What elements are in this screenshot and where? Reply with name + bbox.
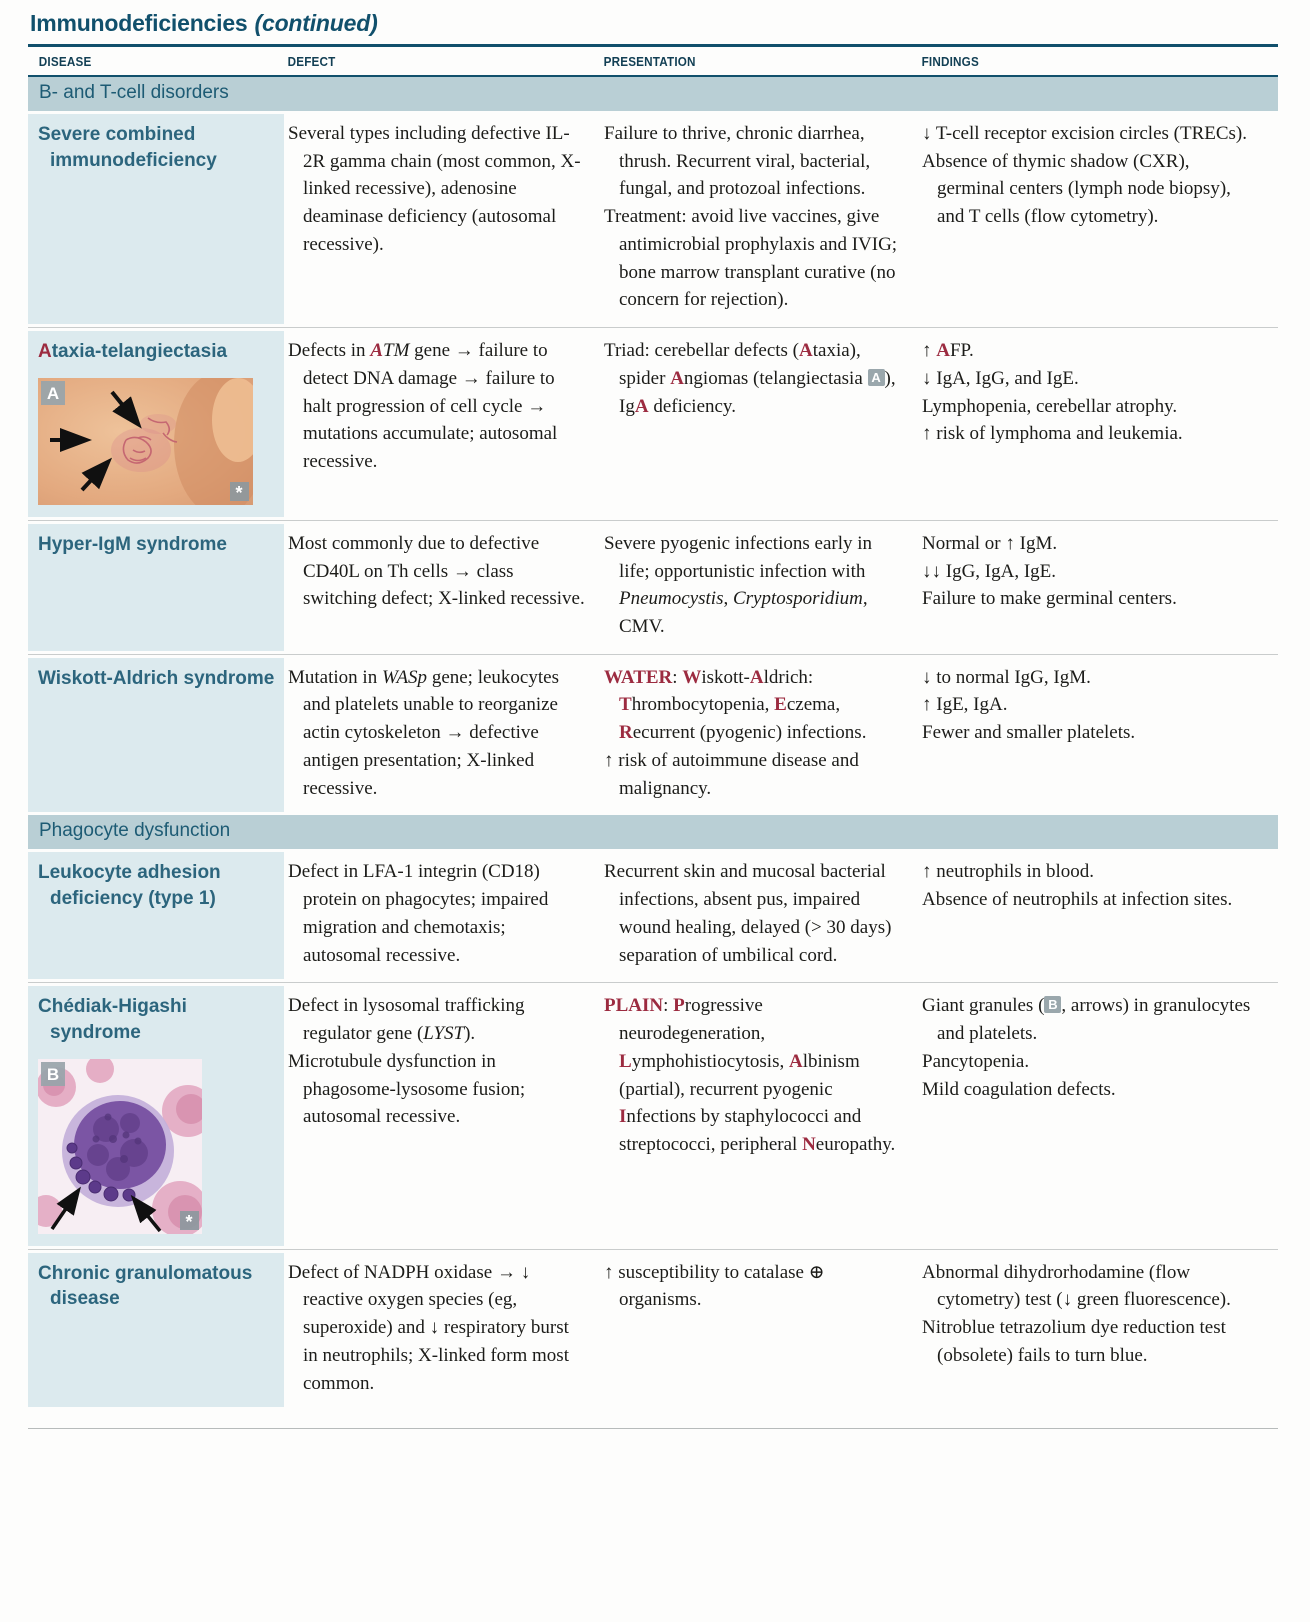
- table-row: [28, 520, 1278, 654]
- page-title: [30, 10, 1278, 37]
- text-segment: Absence of thymic shadow (CXR), germinal centers (lymph node biopsy), and T cells (flow cytometry).: [922, 150, 1231, 228]
- svg-text:B: B: [46, 1064, 60, 1084]
- text-segment: Chronic granulomatous disease: [38, 1262, 253, 1310]
- svg-text:*: *: [185, 1211, 193, 1232]
- cell-paragraph: [604, 664, 904, 747]
- text-segment: czema,: [786, 694, 841, 716]
- text-segment: Leukocyte adhesion deficiency (type 1): [38, 862, 221, 910]
- text-segment: WATER: [604, 666, 673, 688]
- text-segment: N: [802, 1134, 816, 1155]
- disease-cell: [28, 111, 284, 327]
- text-segment: lbinism (partial), recurrent pyogenic: [619, 1050, 860, 1100]
- text-segment: Fewer and smaller platelets.: [922, 722, 1136, 744]
- cell-paragraph: [922, 420, 1258, 448]
- disease-name: [38, 666, 276, 692]
- text-segment: ecurrent (pyogenic) infections.: [632, 722, 867, 744]
- text-segment: P: [673, 995, 685, 1017]
- text-segment: Treatment: avoid live vaccines, give antimicrobial prophylaxis and IVIG; bone marrow transplant curative (no concern for rejection).: [604, 206, 898, 311]
- text-segment: ↑ risk of lymphoma and leukemia.: [922, 423, 1183, 445]
- cell-paragraph: [604, 992, 904, 1158]
- cell-paragraph: [604, 203, 904, 314]
- cell-paragraph: [288, 337, 586, 476]
- defect-cell: [284, 111, 600, 327]
- disease-cell: [28, 849, 284, 982]
- text-segment: ymphohistiocytosis,: [631, 1050, 789, 1072]
- table-row: [28, 1249, 1278, 1411]
- cell-paragraph: [288, 664, 586, 803]
- text-segment: R: [619, 722, 633, 744]
- cell-paragraph: [922, 691, 1258, 719]
- text-segment: Defect in LFA-1 integrin (CD18) protein on phagocytes; impaired migration and chemotaxis; autosomal recessive.: [288, 861, 549, 966]
- table-row: [28, 849, 1278, 982]
- cell-paragraph: [922, 585, 1258, 613]
- text-segment: A: [788, 1050, 803, 1072]
- text-segment: ↑ risk of autoimmune disease and malignancy.: [604, 749, 859, 799]
- text-segment: Absence of neutrophils at infection sites.: [922, 889, 1233, 911]
- disease-cell: [28, 1250, 284, 1411]
- findings-cell: [918, 521, 1272, 654]
- text-segment: Cryptosporidium: [732, 588, 863, 610]
- findings-cell: [918, 328, 1272, 520]
- text-segment: A: [634, 395, 649, 417]
- bottom-rule: [28, 1428, 1278, 1429]
- cell-paragraph: [922, 992, 1258, 1047]
- cell-paragraph: [922, 558, 1258, 586]
- text-segment: hrombocytopenia,: [631, 694, 775, 716]
- defect-cell: [284, 328, 600, 520]
- figure-a: [38, 378, 276, 505]
- text-segment: Normal or ↑ IgM.: [922, 532, 1058, 554]
- text-segment: ,: [723, 588, 733, 610]
- text-segment: ngiomas (telangiectasia: [683, 367, 868, 389]
- text-segment: , arrows) in granulocytes and platelets.: [937, 995, 1251, 1045]
- text-segment: Defect of NADPH oxidase → ↓ reactive oxygen species (eg, superoxide) and ↓ respiratory burst in neutrophils; X-linked form most common.: [288, 1261, 569, 1394]
- presentation-cell: [600, 849, 918, 982]
- cell-paragraph: [922, 1314, 1258, 1369]
- disease-name: [38, 994, 276, 1045]
- findings-cell: [918, 1250, 1272, 1411]
- text-segment: ), Ig: [619, 367, 896, 417]
- text-segment: Defects in: [288, 340, 371, 362]
- text-segment: LYST: [423, 1023, 465, 1045]
- cell-paragraph: [604, 337, 904, 420]
- text-segment: Failure to thrive, chronic diarrhea, thrush. Recurrent viral, bacterial, fungal, and protozoal infections.: [604, 123, 871, 200]
- col-header-presentation: PRESENTATION: [603, 54, 696, 69]
- cell-paragraph: [604, 747, 904, 802]
- col-header-findings: FINDINGS: [921, 54, 979, 69]
- cell-paragraph: [922, 719, 1258, 747]
- cell-paragraph: [922, 1259, 1258, 1314]
- text-segment: Microtubule dysfunction in phagosome-lysosome fusion; autosomal recessive.: [288, 1050, 526, 1128]
- text-segment: gene → failure to detect DNA damage → failure to halt progression of cell cycle → mutations accumulate; autosomal recessive.: [303, 340, 558, 473]
- column-header-row: [28, 47, 1278, 77]
- findings-cell: [918, 655, 1272, 816]
- text-segment: Hyper-IgM syndrome: [38, 533, 227, 555]
- presentation-cell: [600, 521, 918, 654]
- cell-paragraph: [288, 992, 586, 1047]
- text-segment: ↓↓ IgG, IgA, IgE.: [922, 560, 1057, 582]
- disease-name: [38, 1261, 276, 1312]
- ataxia-telangiectasia-skin-photo: [38, 378, 253, 505]
- text-segment: FP.: [949, 340, 974, 362]
- text-segment: ↑ susceptibility to catalase ⊕ organisms.: [604, 1261, 825, 1311]
- defect-cell: [284, 655, 600, 816]
- text-segment: A: [936, 340, 950, 362]
- text-segment: Most commonly due to defective CD40L on Th cells → class switching defect; X-linked recessive.: [288, 532, 585, 610]
- text-segment: ↑: [922, 340, 937, 362]
- findings-cell: [918, 849, 1272, 982]
- text-segment: :: [672, 666, 683, 688]
- text-segment: ↑ neutrophils in blood.: [922, 861, 1095, 883]
- disease-cell: [28, 655, 284, 816]
- text-segment: Recurrent skin and mucosal bacterial infections, absent pus, impaired wound healing, delayed (> 30 days) separation of umbilical cord.: [604, 861, 892, 966]
- table-row: [28, 111, 1278, 327]
- defect-cell: [284, 983, 600, 1248]
- cell-paragraph: [288, 858, 586, 969]
- text-segment: gene; leukocytes and platelets unable to reorganize actin cytoskeleton → defective antigen presentation; X-linked recessive.: [303, 666, 559, 799]
- cell-paragraph: [922, 530, 1258, 558]
- disease-cell: [28, 328, 284, 520]
- text-segment: Failure to make germinal centers.: [922, 588, 1177, 610]
- text-segment: Mutation in: [288, 666, 382, 688]
- text-segment: , CMV.: [619, 588, 868, 637]
- text-segment: :: [663, 995, 674, 1017]
- text-segment: taxia), spider: [619, 340, 861, 389]
- text-segment: Nitroblue tetrazolium dye reduction test (obsolete) fails to turn blue.: [922, 1317, 1226, 1366]
- text-segment: Defect in lysosomal trafficking regulator gene (: [288, 995, 525, 1045]
- cell-paragraph: [288, 120, 586, 259]
- table-row: [28, 327, 1278, 520]
- text-segment: Wiskott-Aldrich syndrome: [38, 667, 275, 689]
- col-header-disease: DISEASE: [38, 54, 92, 69]
- text-segment: ↑ IgE, IgA.: [922, 694, 1008, 716]
- cell-paragraph: [922, 664, 1258, 692]
- figure-ref-box: B: [1044, 996, 1061, 1013]
- text-segment: A: [370, 340, 383, 362]
- svg-text:A: A: [46, 383, 60, 403]
- page-title-continued: (continued): [254, 10, 378, 36]
- table-row: [28, 982, 1278, 1248]
- text-segment: T: [619, 694, 632, 716]
- defect-cell: [284, 849, 600, 982]
- defect-cell: [284, 1250, 600, 1411]
- page-title-text: Immunodeficiencies: [30, 10, 248, 36]
- chediak-higashi-blood-smear-photo: [38, 1059, 202, 1234]
- disease-name: [38, 122, 276, 173]
- text-segment: W: [682, 666, 702, 688]
- disease-name: [38, 532, 276, 558]
- findings-cell: [918, 111, 1272, 327]
- text-segment: Triad: cerebellar defects (: [604, 340, 800, 362]
- text-segment: Several types including defective IL-2R gamma chain (most common, X-linked recessive), adenosine deaminase deficiency (autosomal recessive).: [288, 123, 581, 255]
- text-segment: rogressive neurodegeneration,: [619, 995, 766, 1045]
- defect-cell: [284, 521, 600, 654]
- text-segment: nfections by staphylococci and streptococci, peripheral: [619, 1106, 862, 1155]
- text-segment: ↓ T-cell receptor excision circles (TRECs).: [922, 123, 1248, 144]
- cell-paragraph: [922, 1076, 1258, 1104]
- findings-cell: [918, 983, 1272, 1248]
- text-segment: Severe pyogenic infections early in life; opportunistic infection with: [604, 532, 873, 582]
- text-segment: WASp: [381, 666, 428, 688]
- text-segment: L: [619, 1050, 632, 1072]
- presentation-cell: [600, 983, 918, 1248]
- text-segment: ).: [464, 1023, 476, 1045]
- figure-b: [38, 1059, 276, 1234]
- cell-paragraph: [922, 858, 1258, 886]
- presentation-cell: [600, 111, 918, 327]
- text-segment: ↓ to normal IgG, IgM.: [922, 666, 1091, 688]
- text-segment: A: [38, 341, 52, 363]
- text-segment: europathy.: [815, 1134, 896, 1155]
- cell-paragraph: [288, 1259, 586, 1398]
- text-segment: E: [774, 694, 787, 716]
- disease-name: [38, 339, 276, 365]
- section-header: Phagocyte dysfunction: [28, 815, 1278, 849]
- text-segment: A: [670, 367, 684, 389]
- text-segment: Chédiak-Higashi syndrome: [38, 996, 187, 1043]
- disease-cell: [28, 521, 284, 654]
- cell-paragraph: [604, 120, 904, 203]
- text-segment: PLAIN: [604, 995, 664, 1017]
- cell-paragraph: [288, 530, 586, 613]
- section-header: B- and T-cell disorders: [28, 77, 1278, 111]
- disease-cell: [28, 983, 284, 1248]
- text-segment: Giant granules (: [922, 995, 1045, 1017]
- table-row: [28, 654, 1278, 816]
- text-segment: Mild coagulation defects.: [922, 1078, 1116, 1100]
- disease-name: [38, 860, 276, 911]
- text-segment: TM: [383, 340, 410, 362]
- cell-paragraph: [604, 530, 904, 641]
- figure-ref-box: A: [868, 369, 885, 386]
- text-segment: Lymphopenia, cerebellar atrophy.: [922, 395, 1178, 417]
- text-segment: Pneumocystis: [619, 588, 724, 610]
- text-segment: Severe combined immunodeficiency: [38, 124, 217, 171]
- presentation-cell: [600, 655, 918, 816]
- cell-paragraph: [288, 1048, 586, 1131]
- cell-paragraph: [922, 148, 1258, 231]
- text-segment: Pancytopenia.: [922, 1050, 1030, 1072]
- cell-paragraph: [922, 1048, 1258, 1076]
- text-segment: iskott-: [701, 666, 750, 688]
- cell-paragraph: [604, 858, 904, 969]
- text-segment: Abnormal dihydrorhodamine (flow cytometry) test (↓ green fluorescence).: [922, 1261, 1231, 1311]
- cell-paragraph: [922, 886, 1258, 914]
- cell-paragraph: [922, 365, 1258, 393]
- text-segment: ↓ IgA, IgG, and IgE.: [922, 367, 1079, 389]
- presentation-cell: [600, 328, 918, 520]
- text-segment: ldrich:: [763, 666, 814, 688]
- text-segment: A: [799, 340, 813, 362]
- presentation-cell: [600, 1250, 918, 1411]
- text-segment: taxia-telangiectasia: [51, 341, 228, 363]
- text-segment: I: [619, 1106, 627, 1128]
- cell-paragraph: [922, 120, 1258, 148]
- col-header-defect: DEFECT: [287, 54, 336, 69]
- cell-paragraph: [922, 393, 1258, 421]
- cell-paragraph: [922, 337, 1258, 365]
- svg-text:*: *: [235, 482, 243, 503]
- table-body: [28, 77, 1278, 1410]
- cell-paragraph: [604, 1259, 904, 1314]
- text-segment: deficiency.: [648, 395, 736, 417]
- text-segment: A: [749, 666, 764, 688]
